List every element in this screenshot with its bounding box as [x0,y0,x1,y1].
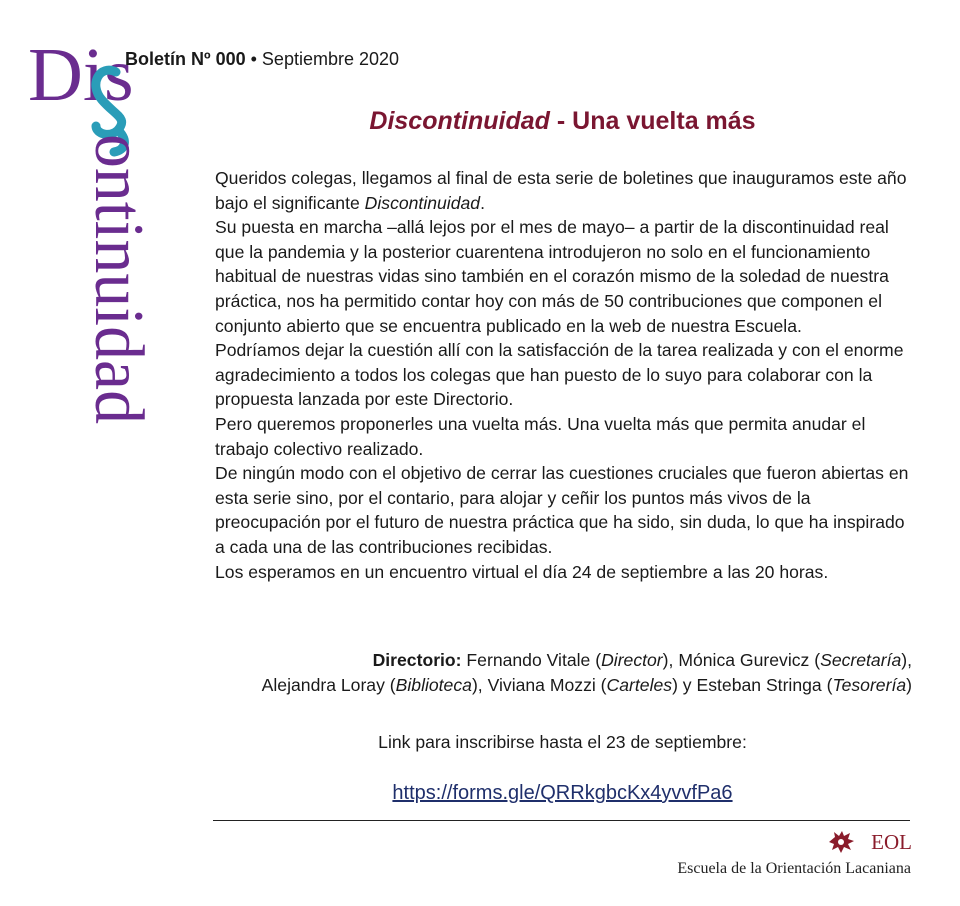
eol-brand: EOL [871,830,912,854]
footer-divider [213,820,910,821]
page-title [215,104,910,138]
member-role: Biblioteca [395,675,472,695]
paragraph-2: Su puesta en marcha –allá lejos por el mes de mayo– a partir de la discontinuidad real que la pandemia y la posterior cuarentena introdujeron no solo en el funcionamiento habitual de nuestras vidas sino también en el corazón mismo de la soledad de nuestra práctica, nos ha permitido contar hoy con más de 50 contribuciones que componen el conjunto abierto que se encuentra publicado en la web de nuestra Escuela. [215,217,889,336]
member-role: Tesorería [832,675,907,695]
title-rest: - Una vuelta más [549,107,756,135]
member-role: Secretaría [820,650,902,670]
member-sep: ), [901,650,912,670]
discontinuidad-logo [18,22,188,442]
school-name: Escuela de la Orientación Lacaniana [677,860,911,877]
paragraph-5: De ningún modo con el objetivo de cerrar las cuestiones cruciales que fueron abiertas en esta serie sino, por el contario, para alojar y ceñir los puntos más vivos de la preocupación por el futuro de nuestra práctica que ha sido, sin duda, lo que ha inspirado a cada una de las contribuciones recibidas. [215,463,909,557]
member-name: Mónica Gurevicz ( [678,650,821,670]
member-role: Director [601,650,663,670]
title-italic: Discontinuidad [369,107,550,135]
paragraph-1 [215,166,915,215]
signature-line-2 [200,673,912,698]
signup-url-container [215,780,910,806]
member-sep: ), [471,675,488,695]
header-separator: • [245,49,262,69]
member-name: Fernando Vitale ( [461,650,602,670]
member-name: Viviana Mozzi ( [487,675,607,695]
member-name: Esteban Stringa ( [696,675,833,695]
member-sep: ) y [672,675,697,695]
paragraph-3: Podríamos dejar la cuestión allí con la satisfacción de la tarea realizada y con el enorme agradecimiento a todos los colegas que han puesto de lo suyo para colaborar con la propuesta lanzada por este Directorio. [215,340,904,410]
signature-line-1 [200,648,912,673]
logo-part-ontinuidad: ontinuidad [80,134,157,434]
signup-text: Link para inscribirse hasta el 23 de septiembre: [378,732,747,752]
letter-body [215,166,915,584]
member-sep: ), [662,650,679,670]
member-name: Alejandra Loray ( [261,675,396,695]
eol-emblem-icon [826,828,856,856]
member-sep: ) [906,675,912,695]
paragraph-6: Los esperamos en un encuentro virtual el día 24 de septiembre a las 20 horas. [215,561,829,582]
signature-label: Directorio: [372,650,462,670]
member-role: Carteles [606,675,673,695]
paragraph-1-italic: Discontinuidad [364,192,481,213]
paragraph-1-end: . [480,192,485,213]
bulletin-header [125,48,399,70]
signup-link[interactable]: https://forms.gle/QRRkgbcKx4yvvfPa6 [392,782,733,804]
directorio-signature [200,648,912,698]
logo-part-dis: Dis [28,33,134,117]
paragraph-1-text: Queridos colegas, llegamos al final de esta serie de boletines que inauguramos este año bajo el significante [215,168,907,213]
bulletin-date: Septiembre 2020 [261,49,400,69]
bulletin-number: Boletín Nº 000 [125,49,246,69]
logo-graphic [18,22,188,442]
paragraph-4: Pero queremos proponerles una vuelta más. Una vuelta más que permita anudar el trabajo colectivo realizado. [215,413,866,459]
